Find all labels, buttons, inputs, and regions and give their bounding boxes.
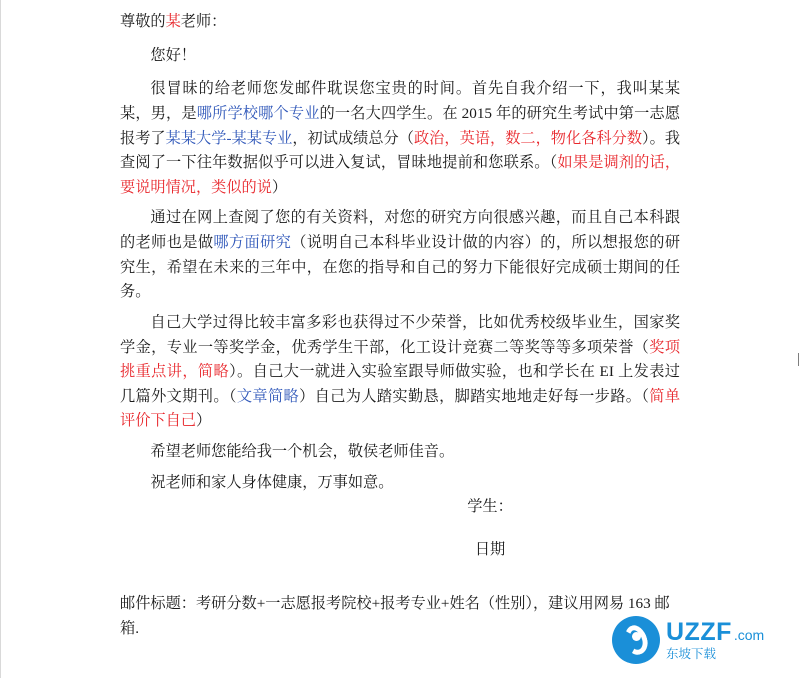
watermark-brand: UZZF — [666, 618, 732, 647]
p1-placeholder-school: 哪所学校哪个专业 — [196, 104, 320, 122]
watermark-text — [666, 619, 764, 660]
page-left-margin-rule — [0, 0, 1, 678]
p3-seg3: ）。自己大一就进入实验室跟导师做实验，也和学长在 EI 上发表过几篇外文期刊。（ — [120, 363, 680, 405]
paragraph-2 — [120, 206, 680, 305]
p2-placeholder-research: 哪方面研究 — [213, 234, 292, 251]
paragraph-1 — [120, 77, 680, 200]
p1-placeholder-university: 某某大学-某某专业 — [165, 129, 293, 147]
p1-seg7: ）。我查阅了一下往年数据似乎可以进入复试，冒昧地提前和您联系。（ — [120, 129, 681, 172]
greeting-placeholder: 某 — [165, 13, 181, 30]
p1-seg1: 很冒昧的给老师您发邮件耽误您宝贵的时间。首先自我介绍一下，我叫某某某，男，是 — [120, 80, 680, 122]
paragraph-5: 祝老师和家人身体健康，万事如意。 — [150, 473, 394, 491]
paragraph-3 — [120, 311, 680, 434]
paragraph-4: 希望老师您能给我一个机会，敬侯老师佳音。 — [150, 443, 455, 460]
greeting-suffix: 老师： — [180, 13, 227, 30]
signature-block — [120, 495, 680, 580]
p2-seg1: 通过在网上查阅了您的有关资料，对您的研究方向很感兴趣，而且自己本科跟的老师也是做 — [120, 209, 680, 251]
watermark-domain: .com — [733, 627, 765, 644]
p3-seg5: ）自己为人踏实勤恳，脚踏实地地走好每一步路。（ — [299, 387, 650, 405]
p3-seg7: ） — [195, 412, 212, 430]
p1-placeholder-scores: 政治，英语，数二，物化各科分数 — [413, 129, 643, 147]
greeting-line — [120, 10, 680, 35]
p3-note-self-eval: 简单评价下自己 — [120, 387, 681, 430]
p1-seg5: ，初试成绩总分（ — [292, 129, 414, 147]
p3-placeholder-articles: 文章简略 — [236, 387, 300, 405]
footer-note: 邮件标题：考研分数+一志愿报考院校+报考专业+姓名（性别），建议用网易 163 邮箱. — [120, 595, 670, 637]
p1-note-transfer: 如果是调剂的话，要说明情况，类似的说 — [120, 154, 681, 196]
watermark — [612, 615, 797, 665]
salutation-line: 您好！ — [150, 46, 196, 64]
text-cursor: | — [797, 351, 801, 367]
signature-student: 学生： — [467, 498, 513, 515]
watermark-subtitle: 东坡下载 — [666, 646, 717, 661]
p3-note-awards: 奖项挑重点讲，简略 — [120, 338, 681, 381]
p3-seg1: 自己大学过得比较丰富多彩也获得过不少荣誉，比如优秀校级毕业生，国家奖学金，专业一等奖学金，优秀学生干部，化工设计竞赛二等奖等等多项荣誉（ — [120, 313, 680, 356]
uzzf-logo-icon — [612, 616, 660, 664]
p1-seg3: 的一名大四学生。在 2015 年的研究生考试中第一志愿报考了 — [120, 104, 681, 147]
greeting-prefix: 尊敬的 — [120, 13, 166, 30]
document-body — [120, 10, 680, 501]
p2-seg3: （说明自己本科毕业设计做的内容）的，所以想报您的研究生，希望在未来的三年中，在您的指导和自己的努力下能很好完成硕士期间的任务。 — [120, 234, 681, 301]
signature-date: 日期 — [474, 540, 506, 558]
p1-seg9: ） — [271, 178, 288, 196]
